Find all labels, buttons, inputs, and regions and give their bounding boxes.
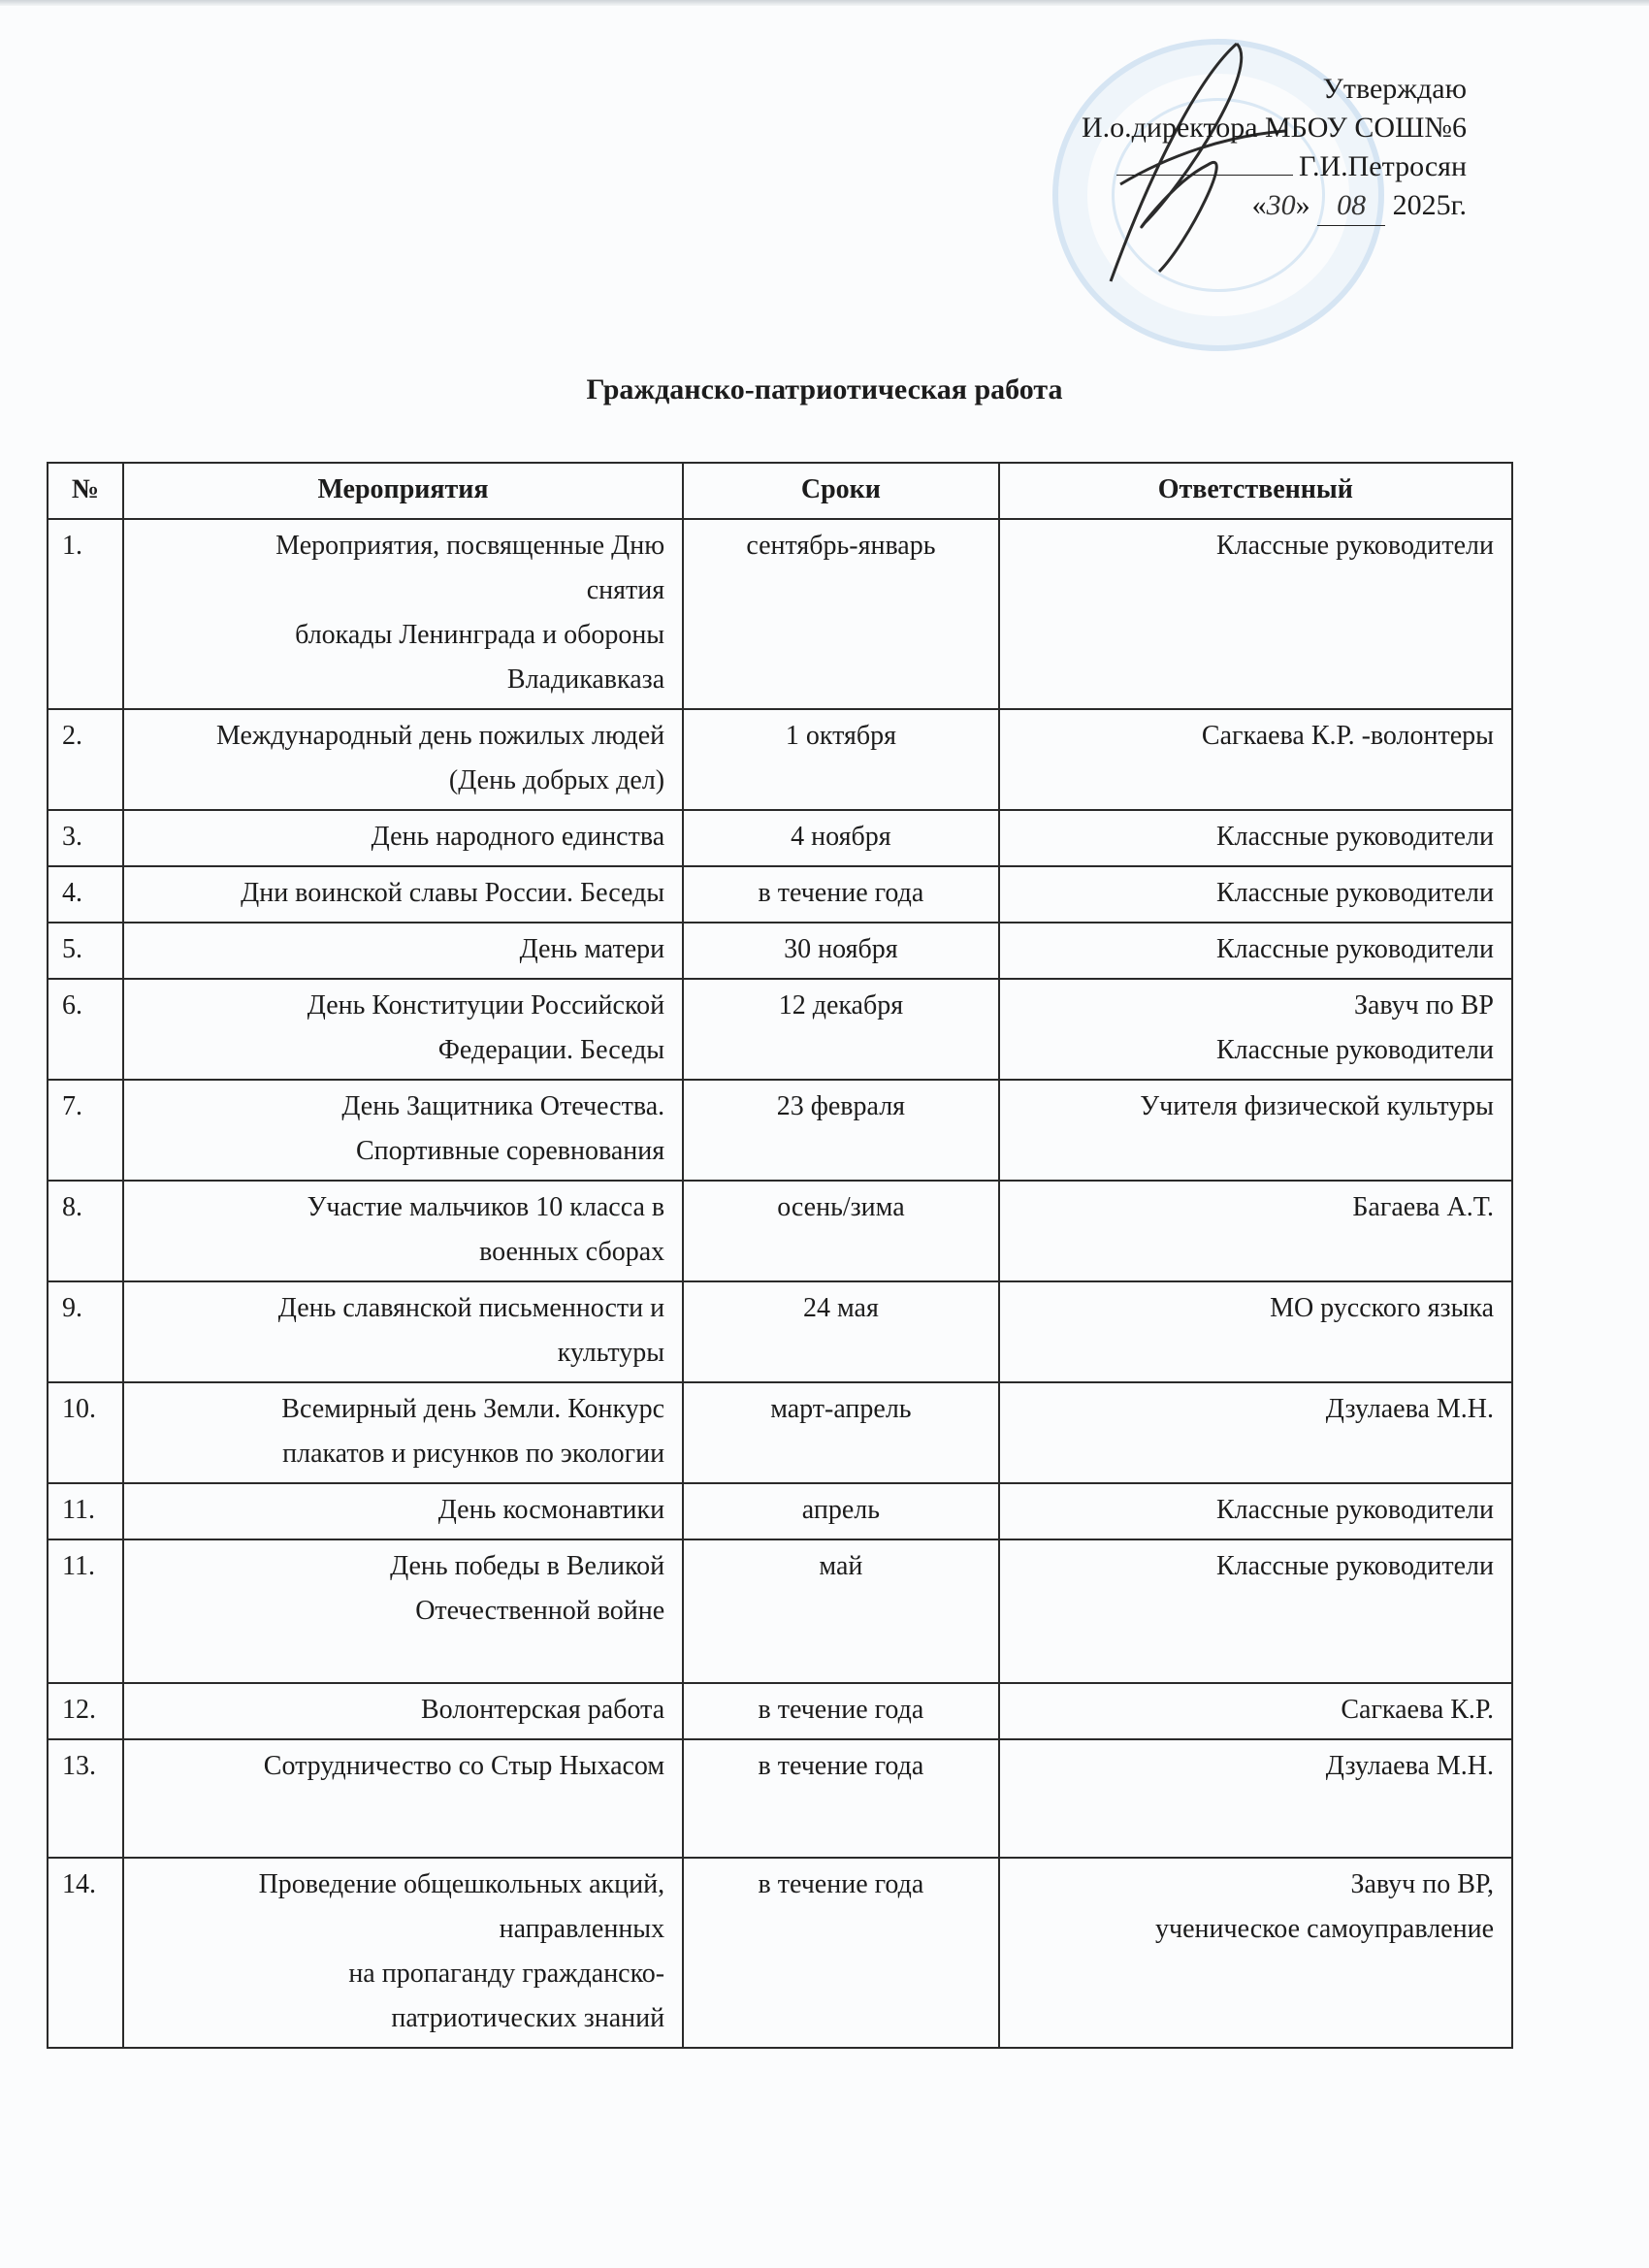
date-day: 30 [1266, 189, 1296, 221]
dates-cell: 30 ноября [683, 923, 999, 979]
responsible-cell: Классные руководители [999, 923, 1512, 979]
row-number: 4. [48, 866, 123, 923]
dates-cell: 4 ноября [683, 810, 999, 866]
responsible-cell: Классные руководители [999, 519, 1512, 709]
table-row [48, 1080, 1512, 1181]
event-cell: День Конституции Российской Федерации. Беседы [123, 979, 683, 1080]
row-number: 2. [48, 709, 123, 810]
dates-cell: 12 декабря [683, 979, 999, 1080]
event-cell: Волонтерская работа [123, 1683, 683, 1739]
responsible-cell: Багаева А.Т. [999, 1181, 1512, 1281]
dates-cell: апрель [683, 1483, 999, 1539]
document-title: Гражданско-патриотическая работа [586, 373, 1063, 405]
responsible-cell: Классные руководители [999, 1539, 1512, 1683]
responsible-cell: МО русского языка [999, 1281, 1512, 1382]
table-row [48, 1539, 1512, 1683]
table-row [48, 979, 1512, 1080]
row-number: 8. [48, 1181, 123, 1281]
dates-cell: в течение года [683, 1683, 999, 1739]
approval-block [1082, 70, 1467, 226]
event-cell: Сотрудничество со Стыр Ныхасом [123, 1739, 683, 1858]
table-row [48, 519, 1512, 709]
row-number: 10. [48, 1382, 123, 1483]
event-cell: Участие мальчиков 10 класса в военных сборах [123, 1181, 683, 1281]
table-row [48, 1382, 1512, 1483]
table-row [48, 866, 1512, 923]
event-cell: Международный день пожилых людей (День добрых дел) [123, 709, 683, 810]
dates-cell: март-апрель [683, 1382, 999, 1483]
dates-cell: 24 мая [683, 1281, 999, 1382]
approval-date: «30» 08 2025г. [1082, 186, 1467, 226]
approval-signer: Г.И.Петросян [1082, 147, 1467, 186]
event-cell: День славянской письменности и культуры [123, 1281, 683, 1382]
header-responsible: Ответственный [999, 463, 1512, 519]
row-number: 3. [48, 810, 123, 866]
responsible-cell: Классные руководители [999, 810, 1512, 866]
row-number: 7. [48, 1080, 123, 1181]
table-row [48, 923, 1512, 979]
responsible-cell: Сагкаева К.Р. [999, 1683, 1512, 1739]
event-cell: День космонавтики [123, 1483, 683, 1539]
table-body [48, 519, 1512, 2048]
event-cell: Дни воинской славы России. Беседы [123, 866, 683, 923]
header-dates: Сроки [683, 463, 999, 519]
table-row [48, 709, 1512, 810]
event-cell: День матери [123, 923, 683, 979]
table-row [48, 1281, 1512, 1382]
table-header-row [48, 463, 1512, 519]
approval-position: И.о.директора МБОУ СОШ№6 [1082, 112, 1467, 144]
table-row [48, 1858, 1512, 2048]
row-number: 13. [48, 1739, 123, 1858]
date-month: 08 [1317, 186, 1385, 226]
row-number: 6. [48, 979, 123, 1080]
row-number: 1. [48, 519, 123, 709]
table-row [48, 1683, 1512, 1739]
responsible-cell: Завуч по ВР, ученическое самоуправление [999, 1858, 1512, 2048]
table-row [48, 1483, 1512, 1539]
table-row [48, 1739, 1512, 1858]
dates-cell: в течение года [683, 1739, 999, 1858]
header-num: № [48, 463, 123, 519]
responsible-cell: Учителя физической культуры [999, 1080, 1512, 1181]
event-cell: Проведение общешкольных акций, направленных на пропаганду гражданско- патриотических знаний [123, 1858, 683, 2048]
row-number: 9. [48, 1281, 123, 1382]
responsible-cell: Сагкаева К.Р. -волонтеры [999, 709, 1512, 810]
scan-edge [0, 0, 1649, 6]
row-number: 5. [48, 923, 123, 979]
dates-cell: май [683, 1539, 999, 1683]
dates-cell: сентябрь-январь [683, 519, 999, 709]
events-table [47, 462, 1513, 2049]
responsible-cell: Дзулаева М.Н. [999, 1739, 1512, 1858]
dates-cell: в течение года [683, 1858, 999, 2048]
row-number: 12. [48, 1683, 123, 1739]
dates-cell: в течение года [683, 866, 999, 923]
approval-heading: Утверждаю [1322, 73, 1467, 105]
row-number: 14. [48, 1858, 123, 2048]
responsible-cell: Классные руководители [999, 866, 1512, 923]
event-cell: Мероприятия, посвященные Дню снятия блокады Ленинграда и обороны Владикавказа [123, 519, 683, 709]
event-cell: День Защитника Отечества. Спортивные соревнования [123, 1080, 683, 1181]
responsible-cell: Классные руководители [999, 1483, 1512, 1539]
signature-line [1116, 147, 1293, 176]
event-cell: День победы в Великой Отечественной войне [123, 1539, 683, 1683]
dates-cell: 1 октября [683, 709, 999, 810]
table-row [48, 1181, 1512, 1281]
row-number: 11. [48, 1483, 123, 1539]
event-cell: День народного единства [123, 810, 683, 866]
event-cell: Всемирный день Земли. Конкурс плакатов и рисунков по экологии [123, 1382, 683, 1483]
row-number: 11. [48, 1539, 123, 1683]
header-event: Мероприятия [123, 463, 683, 519]
responsible-cell: Дзулаева М.Н. [999, 1382, 1512, 1483]
dates-cell: 23 февраля [683, 1080, 999, 1181]
table-row [48, 810, 1512, 866]
dates-cell: осень/зима [683, 1181, 999, 1281]
responsible-cell: Завуч по ВР Классные руководители [999, 979, 1512, 1080]
